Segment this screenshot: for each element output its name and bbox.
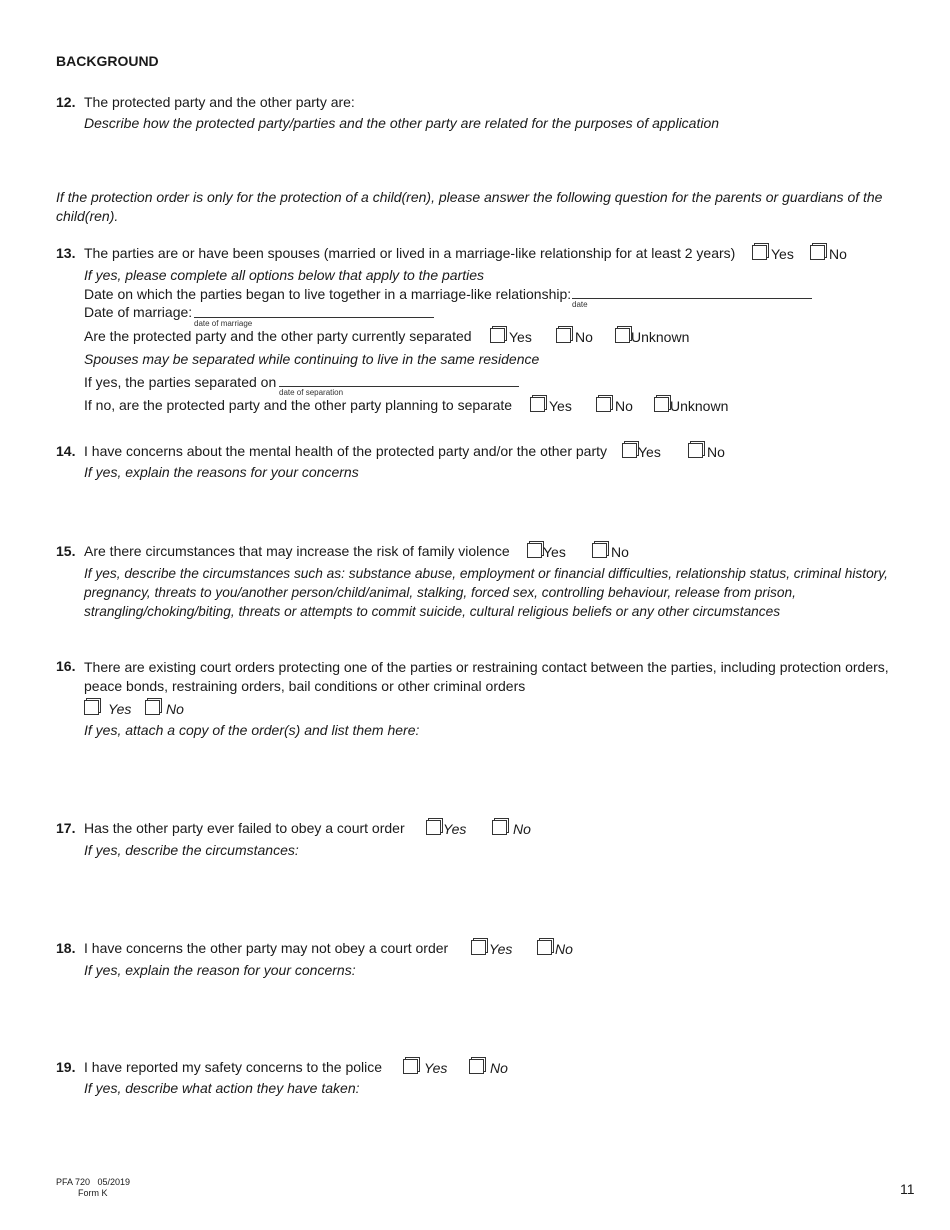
q13-sep-date-label: If yes, the parties separated on xyxy=(84,374,277,390)
q12-answer-area[interactable] xyxy=(84,138,892,178)
page-number: 11 xyxy=(900,1181,915,1197)
q12-number: 12. xyxy=(56,94,76,110)
checkbox-icon xyxy=(490,328,505,343)
q15-hint: If yes, describe the circumstances such as: substance abuse, employment or financial difficulties, relationship status, criminal history, pregnancy, threats to you/another person/child/animal, stalking, forced sex, controlling behaviour, release from prison, strangling/choking/biting, threats or attempts to commit suicide, cultural religious beliefs or any other circumstances xyxy=(84,566,888,619)
q13-separated-no-checkbox[interactable] xyxy=(556,328,593,345)
q17-yes-label: Yes xyxy=(443,821,467,837)
footer-form-code: PFA 720 05/2019 xyxy=(56,1177,131,1187)
q13-planning-no-label: No xyxy=(615,398,633,414)
q13-planning-unknown-checkbox[interactable] xyxy=(654,397,728,414)
q16-no-label: No xyxy=(166,701,184,717)
checkbox-icon xyxy=(403,1059,418,1074)
q19-yes-checkbox[interactable] xyxy=(403,1059,447,1076)
q13-separated-label: Are the protected party and the other party currently separated xyxy=(84,328,472,344)
q17-number: 17. xyxy=(56,820,76,836)
q15-no-checkbox[interactable] xyxy=(592,543,629,560)
q13-began-label: Date on which the parties began to live together in a marriage-like relationship: xyxy=(84,286,572,302)
q12-text: The protected party and the other party are: xyxy=(84,94,355,110)
checkbox-icon xyxy=(84,700,99,715)
q13-yes-checkbox[interactable] xyxy=(752,245,794,262)
footer-form-name: Form K xyxy=(78,1188,108,1198)
q13-sep-date-caption: date of separation xyxy=(279,388,344,397)
q14-answer-area[interactable] xyxy=(84,486,892,536)
q13-began-date-field[interactable] xyxy=(572,298,812,299)
q18-hint: If yes, explain the reason for your concerns: xyxy=(84,962,356,978)
checkbox-icon xyxy=(426,820,441,835)
q13-separated-yes-checkbox[interactable] xyxy=(490,328,532,345)
q15-yes-label: Yes xyxy=(543,544,566,560)
checkbox-icon xyxy=(592,543,607,558)
q17-no-label: No xyxy=(513,821,531,837)
q13-began-caption: date xyxy=(572,300,588,309)
q16-no-checkbox[interactable] xyxy=(145,700,184,717)
q16-yes-checkbox[interactable] xyxy=(84,700,131,717)
q13-separated-no-label: No xyxy=(575,329,593,345)
q13-separated-unknown-label: Unknown xyxy=(631,329,690,345)
q17-no-checkbox[interactable] xyxy=(492,820,531,837)
q19-answer-area[interactable] xyxy=(84,1102,892,1162)
section-title: BACKGROUND xyxy=(56,53,159,69)
q16-hint: If yes, attach a copy of the order(s) and list them here: xyxy=(84,722,420,738)
q18-no-checkbox[interactable] xyxy=(537,940,573,957)
q13-marriage-label: Date of marriage: xyxy=(84,304,193,320)
checkbox-icon xyxy=(527,543,542,558)
q14-hint: If yes, explain the reasons for your concerns xyxy=(84,464,359,480)
q14-no-label: No xyxy=(707,444,725,460)
q13-marriage-date-field[interactable] xyxy=(194,317,434,318)
checkbox-icon xyxy=(530,397,545,412)
q18-yes-checkbox[interactable] xyxy=(471,940,512,957)
checkbox-icon xyxy=(810,245,825,260)
checkbox-icon xyxy=(471,940,486,955)
checkbox-icon xyxy=(688,443,703,458)
q14-number: 14. xyxy=(56,443,76,459)
q17-hint: If yes, describe the circumstances: xyxy=(84,842,299,858)
q15-number: 15. xyxy=(56,543,76,559)
q15-answer-area[interactable] xyxy=(84,622,892,652)
q12-hint: Describe how the protected party/parties and the other party are related for the purposes of application xyxy=(84,115,720,131)
child-note: If the protection order is only for the protection of a child(ren), please answer the following question for the parents or guardians of the child(ren). xyxy=(56,189,883,224)
q13-text: The parties are or have been spouses (married or lived in a marriage-like relationship for at least 2 years) xyxy=(84,245,736,261)
q15-text: Are there circumstances that may increase the risk of family violence xyxy=(84,543,510,559)
q16-answer-area[interactable] xyxy=(84,744,892,810)
q13-planning-unknown-label: Unknown xyxy=(670,398,729,414)
checkbox-icon xyxy=(556,328,571,343)
q18-answer-area[interactable] xyxy=(84,984,892,1050)
checkbox-icon xyxy=(596,397,611,412)
q15-yes-checkbox[interactable] xyxy=(527,543,566,560)
checkbox-icon xyxy=(654,397,669,412)
q19-no-label: No xyxy=(490,1060,508,1076)
q17-yes-checkbox[interactable] xyxy=(426,820,466,837)
q13-planning-no-checkbox[interactable] xyxy=(596,397,633,414)
q13-no-label: No xyxy=(829,246,847,262)
q14-text: I have concerns about the mental health of the protected party and/or the other party xyxy=(84,443,607,459)
q18-no-label: No xyxy=(555,941,573,957)
q16-number: 16. xyxy=(56,658,76,674)
q13-number: 13. xyxy=(56,245,76,261)
q19-text: I have reported my safety concerns to the police xyxy=(84,1059,383,1075)
q17-answer-area[interactable] xyxy=(84,864,892,930)
q15-no-label: No xyxy=(611,544,629,560)
q16-text: There are existing court orders protecting one of the parties or restraining contact between the parties, including protection orders, peace bonds, restraining orders, bail conditions or other criminal orders xyxy=(84,659,889,694)
q18-text: I have concerns the other party may not obey a court order xyxy=(84,940,449,956)
q13-yes-label: Yes xyxy=(771,246,794,262)
q17-text: Has the other party ever failed to obey a court order xyxy=(84,820,405,836)
checkbox-icon xyxy=(469,1059,484,1074)
q13-hint: If yes, please complete all options below that apply to the parties xyxy=(84,267,485,283)
checkbox-icon xyxy=(537,940,552,955)
checkbox-icon xyxy=(752,245,767,260)
q19-yes-label: Yes xyxy=(424,1060,448,1076)
q13-no-checkbox[interactable] xyxy=(810,245,847,262)
q19-hint: If yes, describe what action they have taken: xyxy=(84,1080,360,1096)
q16-yes-label: Yes xyxy=(108,701,132,717)
q13-separated-unknown-checkbox[interactable] xyxy=(615,328,689,345)
q13-planning-label: If no, are the protected party and the other party planning to separate xyxy=(84,397,513,413)
q13-separated-yes-label: Yes xyxy=(509,329,532,345)
q18-yes-label: Yes xyxy=(489,941,513,957)
q13-separated-note: Spouses may be separated while continuing to live in the same residence xyxy=(84,351,540,367)
checkbox-icon xyxy=(622,443,637,458)
q18-number: 18. xyxy=(56,940,76,956)
q14-yes-checkbox[interactable] xyxy=(622,443,661,460)
q19-number: 19. xyxy=(56,1059,76,1075)
q13-planning-yes-label: Yes xyxy=(549,398,572,414)
q13-marriage-caption: date of marriage xyxy=(194,319,253,328)
q13-sep-date-field[interactable] xyxy=(279,386,519,387)
q14-no-checkbox[interactable] xyxy=(688,443,725,460)
checkbox-icon xyxy=(615,328,630,343)
q14-yes-label: Yes xyxy=(638,444,661,460)
checkbox-icon xyxy=(492,820,507,835)
q19-no-checkbox[interactable] xyxy=(469,1059,508,1076)
checkbox-icon xyxy=(145,700,160,715)
q13-planning-yes-checkbox[interactable] xyxy=(530,397,572,414)
